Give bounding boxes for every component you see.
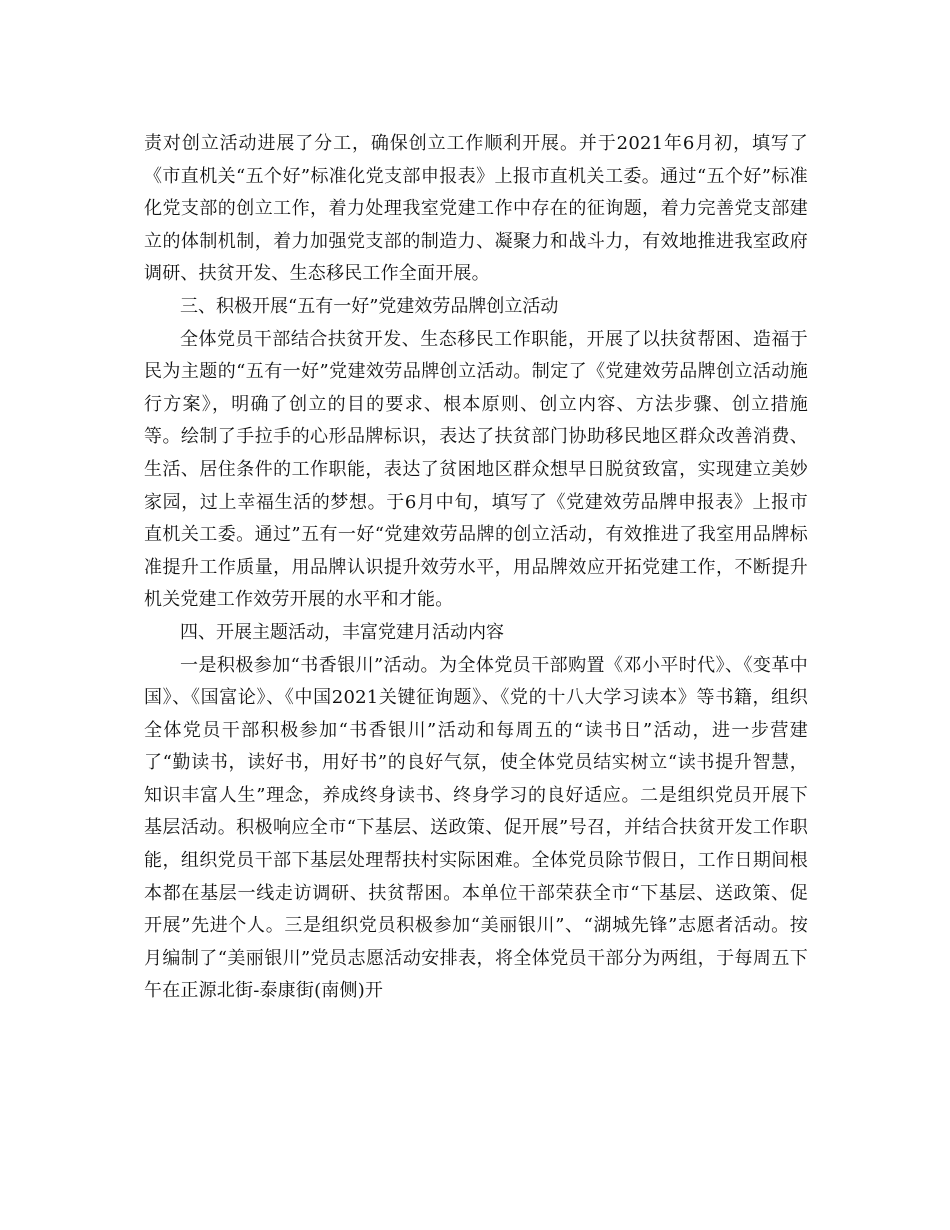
paragraph-continued: 责对创立活动进展了分工，确保创立工作顺利开展。并于2021年6月初，填写了《市直机关“五个好”标准化党支部申报表》上报市直机关工委。通过“五个好”标准化党支部的创立工作，着力处理我室党建工作中存在的征询题，着力完善党支部建立的体制机制，着力加强党支部的制造力、凝聚力和战斗力，有效地推进我室政府调研、扶贫开发、生态移民工作全面开展。 [144, 133, 808, 285]
section-heading-4: 四、开展主题活动，丰富党建月活动内容 [180, 621, 504, 643]
paragraph-theme-activities: 一是积极参加“书香银川”活动。为全体党员干部购置《邓小平时代》、《变革中国》、《国富论》、《中国2021关键征询题》、《党的十八大学习读本》等书籍，组织全体党员干部积极参加“书香银川”活动和每周五的“读书日”活动，进一步营建了“勤读书，读好书，用好书”的良好气氛，使全体党员结实树立“读书提升智慧，知识丰富人生”理念，养成终身读书、终身学习的良好适应。二是组织党员开展下基层活动。积极响应全市“下基层、送政策、促开展”号召，并结合扶贫开发工作职能，组织党员干部下基层处理帮扶村实际困难。全体党员除节假日，工作日期间根本都在基层一线走访调研、扶贫帮困。本单位干部荣获全市“下基层、送政策、促开展”先进个人。三是组织党员积极参加“美丽银川”、“湖城先锋”志愿者活动。按月编制了“美丽银川”党员志愿活动安排表，将全体党员干部分为两组，于每周五下午在正源北街-泰康街(南侧)开 [144, 654, 808, 1002]
section-heading-3: 三、积极开展“五有一好”党建效劳品牌创立活动 [180, 295, 559, 317]
document-page [144, 128, 808, 1008]
paragraph-brand-activity: 全体党员干部结合扶贫开发、生态移民工作职能，开展了以扶贫帮困、造福于民为主题的“五有一好”党建效劳品牌创立活动。制定了《党建效劳品牌创立活动施行方案》，明确了创立的目的要求、根本原则、创立内容、方法步骤、创立措施等。绘制了手拉手的心形品牌标识，表达了扶贫部门协助移民地区群众改善消费、生活、居住条件的工作职能，表达了贫困地区群众想早日脱贫致富，实现建立美妙家园，过上幸福生活的梦想。于6月中旬，填写了《党建效劳品牌申报表》上报市直机关工委。通过”五有一好“党建效劳品牌的创立活动，有效推进了我室用品牌标准提升工作质量，用品牌认识提升效劳水平，用品牌效应开拓党建工作，不断提升机关党建工作效劳开展的水平和才能。 [144, 328, 808, 611]
